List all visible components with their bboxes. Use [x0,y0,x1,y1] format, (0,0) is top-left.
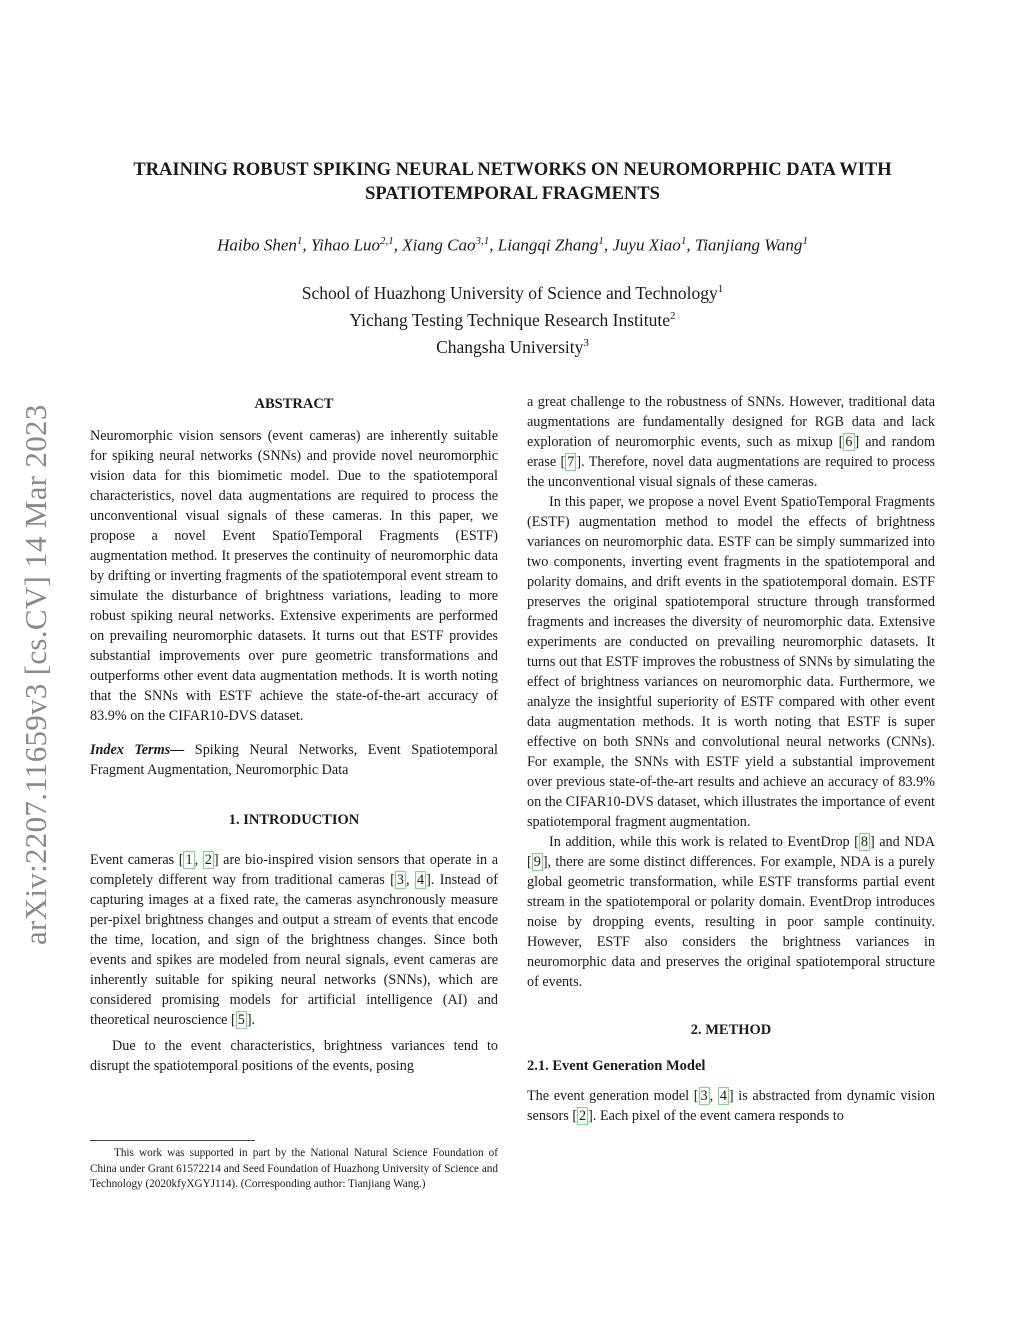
method-paragraph-1 [527,1086,935,1126]
author-affiliation-mark: 1 [802,235,808,247]
citation-link[interactable]: 4 [416,872,425,888]
author: Juyu Xiao [612,235,681,255]
affiliation-mark: 2 [670,309,676,322]
affiliation [90,278,935,305]
citation-link[interactable]: 9 [533,854,541,870]
text-run: ] and random erase [ [527,434,935,470]
text-run: ], there are some distinct differences. For example, NDA is a purely global geometric transformation, while ESTF transforms partial event stream in the spatiotemporal or polarity domain. EventDrop introduces noise by dropping events, resulting in poor sample continuity. However, ESTF also considers the brightness variances in neuromorphic data and preserves the original spatiotemporal structure of events. [527,854,935,990]
citation-link[interactable]: 7 [567,454,575,470]
intro-paragraph-2-start: Due to the event characteristics, brightness variances tend to disrupt the spatiotemporal positions of the events, posing [90,1038,498,1074]
event-generation-model-heading: 2.1. Event Generation Model [527,1058,706,1074]
text-run: ]. Therefore, novel data augmentations are required to process the unconventional visual signals of these cameras. [527,454,935,490]
affiliation [90,305,935,332]
affiliation-mark: 1 [717,283,724,295]
author: Tianjiang Wang [694,235,803,255]
intro-paragraph-3: In this paper, we propose a novel Event SpatioTemporal Fragments (ESTF) augmentation method to model the effects of brightness variances on neuromorphic data. ESTF can be simply summarized into two components, inverting event fragments in the spatiotemporal and polarity domains, and drift events in the spatiotemporal domain. ESTF preserves the original spatiotemporal structure through transformed fragments and increases the diversity of neuromorphic data. Extensive experiments are conducted on prevailing neuromorphic datasets. It turns out that ESTF improves the robustness of SNNs by simulating the effect of brightness variances on neuromorphic data. Furthermore, we analyze the insightful superiority of ESTF compared with other event data augmentation methods. It is worth noting that ESTF is super effective on both SNNs and convolutional neural networks (CNNs). For example, the SNNs with ESTF yield a substantial improvement over previous state-of-the-art results and achieve an accuracy of 83.9% on the CIFAR10-DVS dataset, which illustrates the importance of event spatiotemporal fragment augmentation. [527,494,935,830]
right-column [527,392,935,1126]
citation-link[interactable]: 2 [579,1108,587,1124]
footnote: This work was supported in part by the National Natural Science Foundation of China under Grant 61572214 and Seed Foundation of Huazhong University of Science and Technology (2020kfyXGYJ114). (Corresponding author: Tianjiang Wang.) [90,1147,498,1190]
text-run: In addition, while this work is related to EventDrop [ [549,834,859,850]
footnote-rule [90,1140,255,1141]
citation-link[interactable]: 3 [700,1088,708,1104]
text-run: , [194,852,203,868]
affiliation-name: Yichang Testing Technique Research Institute [349,309,671,330]
index-terms-text: Spiking Neural Networks, Event Spatiotemporal Fragment Augmentation, Neuromorphic Data [90,742,498,778]
text-run: ]. [246,1012,256,1028]
left-column [90,388,498,1076]
citation-link[interactable]: 8 [860,834,868,850]
author: Yihao Luo [310,235,381,255]
citation-link[interactable]: 5 [237,1012,245,1028]
affiliation-name: Changsha University [436,336,584,357]
author: Liangqi Zhang [497,235,599,255]
affiliation-list [90,278,935,358]
title-line-2: SPATIOTEMPORAL FRAGMENTS [365,184,660,204]
text-run: , [709,1088,718,1104]
citation-link[interactable]: 2 [204,852,212,868]
text-run: ] and NDA [ [527,834,935,870]
intro-paragraph-1 [90,850,498,1030]
author-affiliation-mark: 1 [680,235,687,247]
paper-title [90,158,935,206]
text-run: ]. Instead of capturing images at a fixed rate, the cameras asynchronously measure per-pixel brightness changes and output a stream of events that encode the time, location, and sign of the brightness changes. Since both events and spikes are modeled from neural signals, event cameras are inherently suitable for spiking neural networks (SNNs), which are considered promising models for artificial intelligence (AI) and theoretical neuroscience [ [90,872,498,1028]
text-run: Event cameras [ [90,852,184,868]
text-run: ] are bio-inspired vision sensors that operate in a completely different way from traditional cameras [ [90,852,499,888]
text-run: , [406,872,415,888]
abstract-heading: ABSTRACT [254,396,334,412]
author-affiliation-mark: 1 [598,235,604,247]
citation-link[interactable]: 6 [845,434,853,450]
method-heading: 2. METHOD [690,1022,772,1038]
author: Xiang Cao [402,235,476,255]
text-run: The event generation model [ [527,1088,699,1104]
introduction-heading: 1. INTRODUCTION [228,812,360,828]
author-affiliation-mark: 2,1 [380,235,394,247]
arxiv-identifier: arXiv:2207.11659v3 [cs.CV] 14 Mar 2023 [18,404,53,945]
affiliation-name: School of Huazhong University of Science and Technology [301,282,718,303]
author: Haibo Shen [217,235,297,255]
citation-link[interactable]: 4 [719,1088,727,1104]
author-affiliation-mark: 3,1 [475,235,490,247]
author-affiliation-mark: 1 [296,235,303,247]
text-run: ]. Each pixel of the event camera responds to [588,1108,844,1124]
citation-link[interactable]: 1 [185,852,193,868]
author-list: Haibo Shen$^1$, Yihao Luo$^{2,1}$, Xiang Cao$^{3,1}$, Liangqi Zhang$^1$, Juyu Xiao$^1$, Tianjiang Wang$^1$ [217,235,808,255]
citation-link[interactable]: 3 [396,872,404,888]
index-terms [90,740,498,780]
text-run: ] is abstracted from dynamic vision sensors [ [527,1088,936,1124]
intro-paragraph-2-continued [527,392,935,492]
title-line-1: TRAINING ROBUST SPIKING NEURAL NETWORKS ON NEUROMORPHIC DATA WITH [133,160,892,180]
abstract-text: Neuromorphic vision sensors (event cameras) are inherently suitable for spiking neural networks (SNNs) and provide novel neuromorphic vision data for this biomimetic model. Due to the spatiotemporal characteristics, novel data augmentations are required to process the unconventional visual signals of these cameras. In this paper, we propose a novel Event SpatioTemporal Fragments (ESTF) augmentation method. It preserves the continuity of neuromorphic data by drifting or inverting fragments of the spatiotemporal event stream to simulate the disturbance of brightness variations, leading to more robust spiking neural networks. Extensive experiments are performed on prevailing neuromorphic datasets. It turns out that ESTF provides substantial improvements over pure geometric transformations and outperforms other event data augmentation methods. It is worth noting that the SNNs with ESTF achieve the state-of-the-art accuracy of 83.9% on the CIFAR10-DVS dataset. [90,428,498,724]
text-run: a great challenge to the robustness of SNNs. However, traditional data augmentations are fundamentally designed for RGB data and lack exploration of neuromorphic events, such as mixup [ [527,394,935,450]
affiliation-mark: 3 [583,336,589,349]
intro-paragraph-4 [527,832,935,992]
affiliation [90,332,935,359]
index-terms-label: Index Terms— [90,742,185,758]
